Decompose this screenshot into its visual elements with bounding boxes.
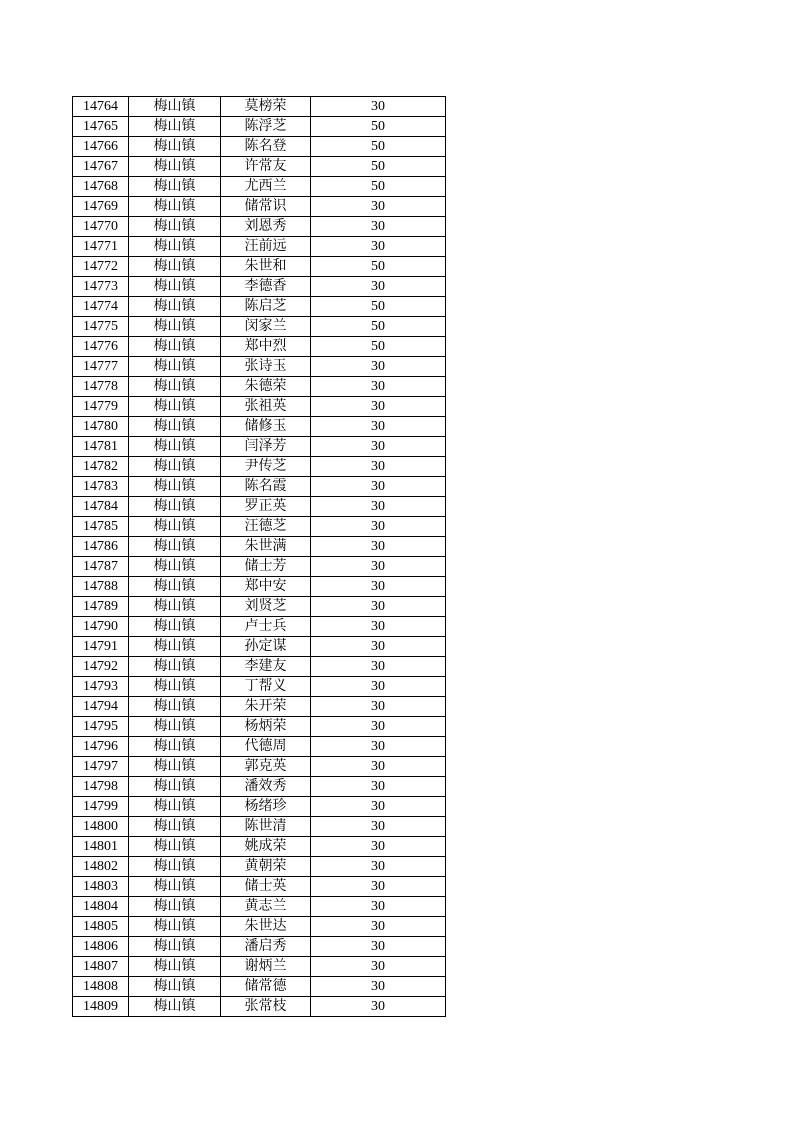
amount-cell: 30 (311, 757, 446, 777)
row-id-cell: 14778 (73, 377, 129, 397)
name-cell: 姚成荣 (221, 837, 311, 857)
town-cell: 梅山镇 (129, 217, 221, 237)
town-cell: 梅山镇 (129, 417, 221, 437)
town-cell: 梅山镇 (129, 197, 221, 217)
table-row (73, 957, 446, 977)
table-row (73, 117, 446, 137)
town-cell: 梅山镇 (129, 277, 221, 297)
amount-cell: 30 (311, 217, 446, 237)
amount-cell: 30 (311, 937, 446, 957)
name-cell: 储士英 (221, 877, 311, 897)
table-row (73, 417, 446, 437)
row-id-cell: 14773 (73, 277, 129, 297)
amount-cell: 30 (311, 717, 446, 737)
name-cell: 李德香 (221, 277, 311, 297)
table-row (73, 977, 446, 997)
name-cell: 张诗玉 (221, 357, 311, 377)
town-cell: 梅山镇 (129, 777, 221, 797)
name-cell: 陈启芝 (221, 297, 311, 317)
table-row (73, 557, 446, 577)
town-cell: 梅山镇 (129, 397, 221, 417)
town-cell: 梅山镇 (129, 117, 221, 137)
table-row (73, 477, 446, 497)
name-cell: 李建友 (221, 657, 311, 677)
row-id-cell: 14775 (73, 317, 129, 337)
row-id-cell: 14771 (73, 237, 129, 257)
town-cell: 梅山镇 (129, 817, 221, 837)
amount-cell: 30 (311, 97, 446, 117)
name-cell: 朱德荣 (221, 377, 311, 397)
amount-cell: 30 (311, 657, 446, 677)
row-id-cell: 14766 (73, 137, 129, 157)
row-id-cell: 14770 (73, 217, 129, 237)
amount-cell: 30 (311, 737, 446, 757)
name-cell: 张祖英 (221, 397, 311, 417)
amount-cell: 30 (311, 797, 446, 817)
table-row (73, 297, 446, 317)
table-row (73, 497, 446, 517)
table-row (73, 897, 446, 917)
table-row (73, 717, 446, 737)
town-cell: 梅山镇 (129, 437, 221, 457)
name-cell: 朱开荣 (221, 697, 311, 717)
table-row (73, 857, 446, 877)
table-row (73, 577, 446, 597)
row-id-cell: 14772 (73, 257, 129, 277)
table-row (73, 457, 446, 477)
amount-cell: 30 (311, 237, 446, 257)
name-cell: 尹传芝 (221, 457, 311, 477)
name-cell: 陈名霞 (221, 477, 311, 497)
amount-cell: 30 (311, 577, 446, 597)
row-id-cell: 14800 (73, 817, 129, 837)
town-cell: 梅山镇 (129, 477, 221, 497)
amount-cell: 30 (311, 957, 446, 977)
row-id-cell: 14784 (73, 497, 129, 517)
town-cell: 梅山镇 (129, 97, 221, 117)
row-id-cell: 14809 (73, 997, 129, 1017)
amount-cell: 30 (311, 977, 446, 997)
row-id-cell: 14768 (73, 177, 129, 197)
row-id-cell: 14787 (73, 557, 129, 577)
table-body (73, 97, 446, 1017)
amount-cell: 30 (311, 377, 446, 397)
name-cell: 储常识 (221, 197, 311, 217)
row-id-cell: 14806 (73, 937, 129, 957)
table-row (73, 597, 446, 617)
town-cell: 梅山镇 (129, 457, 221, 477)
row-id-cell: 14786 (73, 537, 129, 557)
row-id-cell: 14788 (73, 577, 129, 597)
town-cell: 梅山镇 (129, 837, 221, 857)
town-cell: 梅山镇 (129, 597, 221, 617)
amount-cell: 30 (311, 697, 446, 717)
table-row (73, 97, 446, 117)
amount-cell: 30 (311, 997, 446, 1017)
name-cell: 郑中安 (221, 577, 311, 597)
town-cell: 梅山镇 (129, 617, 221, 637)
amount-cell: 30 (311, 497, 446, 517)
row-id-cell: 14801 (73, 837, 129, 857)
amount-cell: 30 (311, 917, 446, 937)
name-cell: 储士芳 (221, 557, 311, 577)
town-cell: 梅山镇 (129, 257, 221, 277)
table-row (73, 537, 446, 557)
town-cell: 梅山镇 (129, 917, 221, 937)
town-cell: 梅山镇 (129, 517, 221, 537)
town-cell: 梅山镇 (129, 957, 221, 977)
name-cell: 杨炳荣 (221, 717, 311, 737)
name-cell: 潘启秀 (221, 937, 311, 957)
table-row (73, 237, 446, 257)
table-row (73, 157, 446, 177)
amount-cell: 30 (311, 397, 446, 417)
table-row (73, 937, 446, 957)
table-row (73, 737, 446, 757)
table-row (73, 757, 446, 777)
row-id-cell: 14808 (73, 977, 129, 997)
name-cell: 许常友 (221, 157, 311, 177)
amount-cell: 30 (311, 597, 446, 617)
row-id-cell: 14794 (73, 697, 129, 717)
name-cell: 郭克英 (221, 757, 311, 777)
town-cell: 梅山镇 (129, 857, 221, 877)
amount-cell: 50 (311, 157, 446, 177)
row-id-cell: 14785 (73, 517, 129, 537)
town-cell: 梅山镇 (129, 937, 221, 957)
town-cell: 梅山镇 (129, 357, 221, 377)
name-cell: 陈世清 (221, 817, 311, 837)
amount-cell: 30 (311, 277, 446, 297)
town-cell: 梅山镇 (129, 337, 221, 357)
row-id-cell: 14798 (73, 777, 129, 797)
table-row (73, 397, 446, 417)
name-cell: 罗正英 (221, 497, 311, 517)
row-id-cell: 14777 (73, 357, 129, 377)
row-id-cell: 14805 (73, 917, 129, 937)
row-id-cell: 14776 (73, 337, 129, 357)
table-row (73, 637, 446, 657)
table-row (73, 777, 446, 797)
amount-cell: 30 (311, 457, 446, 477)
town-cell: 梅山镇 (129, 997, 221, 1017)
town-cell: 梅山镇 (129, 657, 221, 677)
amount-cell: 30 (311, 857, 446, 877)
town-cell: 梅山镇 (129, 977, 221, 997)
name-cell: 刘恩秀 (221, 217, 311, 237)
row-id-cell: 14781 (73, 437, 129, 457)
name-cell: 储修玉 (221, 417, 311, 437)
table-row (73, 137, 446, 157)
amount-cell: 30 (311, 817, 446, 837)
name-cell: 朱世和 (221, 257, 311, 277)
town-cell: 梅山镇 (129, 717, 221, 737)
name-cell: 刘贤芝 (221, 597, 311, 617)
row-id-cell: 14795 (73, 717, 129, 737)
amount-cell: 30 (311, 877, 446, 897)
town-cell: 梅山镇 (129, 757, 221, 777)
row-id-cell: 14792 (73, 657, 129, 677)
name-cell: 张常枝 (221, 997, 311, 1017)
row-id-cell: 14782 (73, 457, 129, 477)
name-cell: 尤西兰 (221, 177, 311, 197)
table-row (73, 277, 446, 297)
table-row (73, 797, 446, 817)
row-id-cell: 14769 (73, 197, 129, 217)
name-cell: 朱世满 (221, 537, 311, 557)
row-id-cell: 14802 (73, 857, 129, 877)
row-id-cell: 14783 (73, 477, 129, 497)
row-id-cell: 14764 (73, 97, 129, 117)
name-cell: 黄志兰 (221, 897, 311, 917)
amount-cell: 50 (311, 297, 446, 317)
table-row (73, 837, 446, 857)
table-row (73, 917, 446, 937)
amount-cell: 30 (311, 477, 446, 497)
table-row (73, 657, 446, 677)
name-cell: 杨绪珍 (221, 797, 311, 817)
amount-cell: 30 (311, 557, 446, 577)
row-id-cell: 14791 (73, 637, 129, 657)
town-cell: 梅山镇 (129, 297, 221, 317)
row-id-cell: 14804 (73, 897, 129, 917)
amount-cell: 30 (311, 777, 446, 797)
name-cell: 陈名登 (221, 137, 311, 157)
name-cell: 闵家兰 (221, 317, 311, 337)
town-cell: 梅山镇 (129, 737, 221, 757)
amount-cell: 30 (311, 637, 446, 657)
name-cell: 谢炳兰 (221, 957, 311, 977)
amount-cell: 50 (311, 177, 446, 197)
amount-cell: 30 (311, 537, 446, 557)
amount-cell: 50 (311, 317, 446, 337)
table-row (73, 997, 446, 1017)
table-row (73, 197, 446, 217)
name-cell: 卢士兵 (221, 617, 311, 637)
amount-cell: 30 (311, 617, 446, 637)
town-cell: 梅山镇 (129, 577, 221, 597)
town-cell: 梅山镇 (129, 877, 221, 897)
row-id-cell: 14779 (73, 397, 129, 417)
table-row (73, 377, 446, 397)
row-id-cell: 14803 (73, 877, 129, 897)
name-cell: 闫泽芳 (221, 437, 311, 457)
table-row (73, 697, 446, 717)
table-row (73, 257, 446, 277)
town-cell: 梅山镇 (129, 177, 221, 197)
amount-cell: 30 (311, 357, 446, 377)
amount-cell: 30 (311, 677, 446, 697)
table-row (73, 517, 446, 537)
town-cell: 梅山镇 (129, 237, 221, 257)
name-cell: 丁帮义 (221, 677, 311, 697)
row-id-cell: 14799 (73, 797, 129, 817)
row-id-cell: 14774 (73, 297, 129, 317)
name-cell: 孙定谋 (221, 637, 311, 657)
town-cell: 梅山镇 (129, 897, 221, 917)
town-cell: 梅山镇 (129, 157, 221, 177)
table-row (73, 177, 446, 197)
town-cell: 梅山镇 (129, 797, 221, 817)
name-cell: 汪前远 (221, 237, 311, 257)
town-cell: 梅山镇 (129, 537, 221, 557)
row-id-cell: 14780 (73, 417, 129, 437)
data-table (72, 96, 446, 1017)
town-cell: 梅山镇 (129, 637, 221, 657)
row-id-cell: 14790 (73, 617, 129, 637)
table-row (73, 617, 446, 637)
table-row (73, 317, 446, 337)
town-cell: 梅山镇 (129, 377, 221, 397)
amount-cell: 50 (311, 257, 446, 277)
town-cell: 梅山镇 (129, 697, 221, 717)
name-cell: 储常德 (221, 977, 311, 997)
row-id-cell: 14789 (73, 597, 129, 617)
row-id-cell: 14797 (73, 757, 129, 777)
amount-cell: 30 (311, 897, 446, 917)
name-cell: 莫榜荣 (221, 97, 311, 117)
row-id-cell: 14767 (73, 157, 129, 177)
row-id-cell: 14765 (73, 117, 129, 137)
name-cell: 郑中烈 (221, 337, 311, 357)
name-cell: 黄朝荣 (221, 857, 311, 877)
name-cell: 潘效秀 (221, 777, 311, 797)
table-row (73, 817, 446, 837)
town-cell: 梅山镇 (129, 677, 221, 697)
row-id-cell: 14807 (73, 957, 129, 977)
name-cell: 代德周 (221, 737, 311, 757)
town-cell: 梅山镇 (129, 557, 221, 577)
table-row (73, 337, 446, 357)
name-cell: 陈浮芝 (221, 117, 311, 137)
amount-cell: 30 (311, 837, 446, 857)
table-row (73, 217, 446, 237)
table-row (73, 677, 446, 697)
amount-cell: 50 (311, 117, 446, 137)
table-row (73, 437, 446, 457)
amount-cell: 50 (311, 137, 446, 157)
town-cell: 梅山镇 (129, 497, 221, 517)
amount-cell: 30 (311, 517, 446, 537)
table-row (73, 877, 446, 897)
town-cell: 梅山镇 (129, 137, 221, 157)
name-cell: 汪德芝 (221, 517, 311, 537)
amount-cell: 30 (311, 417, 446, 437)
name-cell: 朱世达 (221, 917, 311, 937)
town-cell: 梅山镇 (129, 317, 221, 337)
amount-cell: 30 (311, 197, 446, 217)
amount-cell: 50 (311, 337, 446, 357)
row-id-cell: 14796 (73, 737, 129, 757)
amount-cell: 30 (311, 437, 446, 457)
row-id-cell: 14793 (73, 677, 129, 697)
table-row (73, 357, 446, 377)
